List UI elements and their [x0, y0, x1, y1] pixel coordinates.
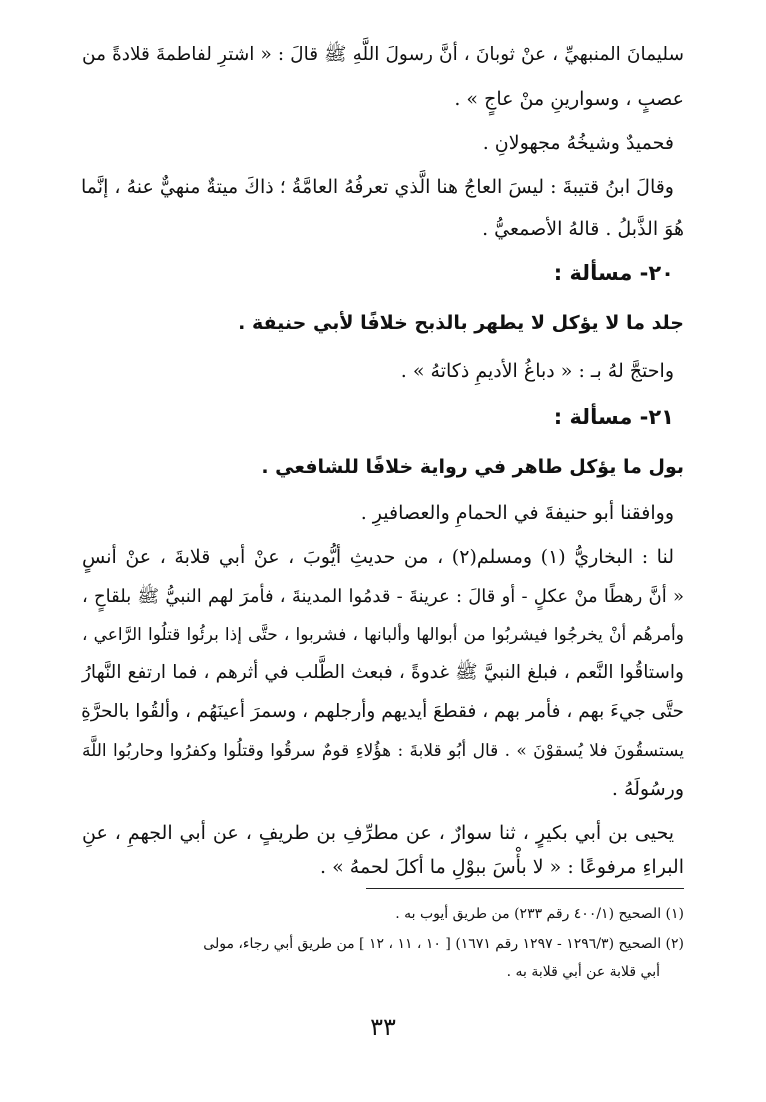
- section-heading: ٢٠- مسألة :: [553, 261, 674, 285]
- text-line: يحيى بن أبي بكيرٍ ، ثنا سوارٌ ، عن مطرِّفِ بن طريفٍ ، عن أبي الجهمِ ، عنِ: [82, 822, 674, 844]
- text-line: البراءِ مرفوعًا : « لا بأْسَ ببوْلِ ما أكلَ لحمهُ » .: [320, 856, 684, 878]
- footnote: (١) الصحيح (٤٠٠/١ رقم ٢٣٣) من طريق أيوب به .: [395, 906, 684, 922]
- section-heading: ٢١- مسألة :: [553, 405, 674, 429]
- issue-statement: جلد ما لا يؤكل لا يطهر بالذبح خلافًا لأبي حنيفة .: [238, 312, 684, 334]
- text-line: يستسقُونَ فلا يُسقوْنَ » . قال أبُو قلابةَ : هؤُلاءِ قومٌ سرقُوا وقتلُوا وكفرُوا وحاربُوا اللَّهَ: [82, 741, 684, 761]
- text-line: وقالَ ابنُ قتيبةَ : ليسَ العاجُ هنا الَّذي تعرفُهُ العامَّةُ ؛ ذاكَ ميتةٌ منهيٌّ عنهُ ، إنَّما: [81, 176, 674, 198]
- text-line: ورسُولَهُ .: [611, 778, 684, 800]
- text-line: واحتجَّ لهُ بـ : « دباغُ الأديمِ ذكاتهُ » .: [400, 360, 674, 382]
- footnote-continuation: أبي قلابة عن أبي قلابة به .: [506, 964, 660, 980]
- text-line: سليمانَ المنبهيِّ ، عنْ ثوبانَ ، أنَّ رسولَ اللَّهِ ﷺ قالَ : « اشترِ لفاطمةَ قلادةً من: [82, 44, 684, 65]
- text-line: فحميدٌ وشيخُهُ مجهولانِ .: [482, 132, 674, 154]
- text-line: هُوَ الذَّبلُ . قالهُ الأصمعيُّ .: [482, 218, 684, 240]
- text-line: وأمرهُم أنْ يخرجُوا فيشربُوا من أبوالها وألبانها ، فشربوا ، حتَّى إذا برئُوا قتلُوا الرَّاعي ،: [82, 625, 684, 645]
- text-line: لنا : البخاريُّ (١) ومسلم(٢) ، من حديثِ أيُّوبَ ، عنْ أبي قلابةَ ، عنْ أنسٍ: [82, 546, 674, 568]
- text-line: عصبٍ ، وسوارينِ منْ عاجٍ » .: [454, 88, 684, 110]
- footnote: (٢) الصحيح (١٢٩٦/٣ - ١٢٩٧ رقم ١٦٧١) [ ١٠ ، ١١ ، ١٢ ] من طريق أبي رجاء، مولى: [203, 936, 684, 952]
- text-line: « أنَّ رهطًا منْ عكلٍ - أو قالَ : عرينةَ - قدمُوا المدينةَ ، فأمرَ لهم النبيُّ ﷺ بلقاحٍ ،: [82, 586, 684, 607]
- text-line: ووافقنا أبو حنيفةَ في الحمامِ والعصافيرِ .: [360, 502, 674, 524]
- text-line: واستاقُوا النَّعم ، فبلغ النبيَّ ﷺ غدوةً ، فبعث الطَّلب في أثرهم ، فما ارتفع النَّهارُ: [82, 662, 684, 683]
- text-line: حتَّى جيءَ بهم ، فأمر بهم ، فقطعَ أيديهم وأرجلهم ، وسمرَ أعينَهُم ، وألقُوا بالحرَّةِ: [81, 701, 684, 722]
- footnote-separator: [366, 888, 684, 889]
- issue-statement: بول ما يؤكل طاهر في رواية خلافًا للشافعي .: [261, 456, 684, 478]
- page-number: ٣٣: [370, 1013, 396, 1041]
